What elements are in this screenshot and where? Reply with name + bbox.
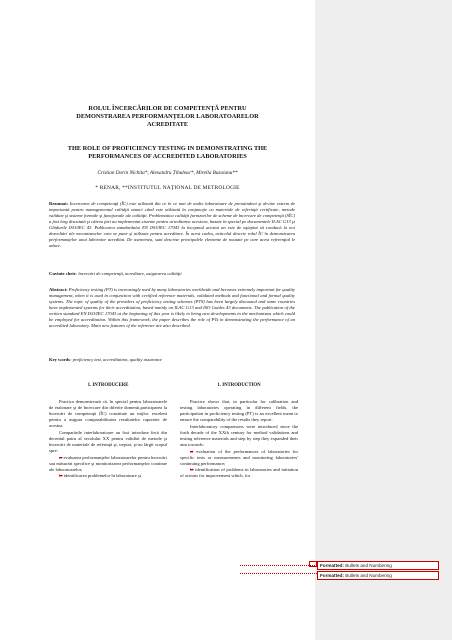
intro-ro-p1: Practica demonstrează că, în special pentru laboratoarele de etalonare şi de încercare din diferite domenii,participarea la încercări de competenţă (ÎC) constituie un mijloc excelent pentru a asigura comparabilitatea rezultatelor raportate de acestea.	[49, 399, 167, 428]
title-ro-line-3: ACREDITATE	[146, 121, 189, 128]
comment-margin-pane	[315, 0, 452, 640]
tracked-change-en-a[interactable]: ai	[190, 449, 194, 454]
intro-heading-en: 1. INTRODUCTION	[217, 383, 261, 388]
title-ro-line-2: DEMONSTRAREA PERFORMANŢELOR LABORATOARELOR	[76, 113, 259, 120]
keywords-label: Key words	[49, 357, 71, 362]
balloon-2-value: Bullets and Numbering	[344, 573, 392, 578]
change-marker-1	[309, 561, 317, 567]
rezumat-label: Rezumat:	[49, 201, 69, 206]
comment-connector-1	[240, 565, 317, 566]
intro-en-p2: Interlaboratory comparisons were introduced since the forth decade of the XXth century for method validations and testing reference materials and step by step they expanded their aim towards:	[180, 424, 298, 447]
cuvinte-label: Cuvinte cheie	[49, 271, 76, 276]
intro-heading-ro: 1. INTRODUCERE	[87, 383, 129, 388]
intro-en-li1-text: evaluation of the performances of laboratories for specific tests or measurements and monitoring laboratories' continuing performance;	[180, 449, 298, 466]
tracked-change-a[interactable]: ai	[59, 455, 63, 460]
intro-en-p1: Practice shows that, in particular for calibration and testing laboratories operating in different fields, the participation in proficiency testing (PT) is an excellent mean to ensure the comparability of the results they report.	[180, 399, 298, 422]
authors: Cristian Dorin Nichita*, Alexandru Țibuleac*, Mirella Buzoianu**	[97, 170, 238, 176]
rezumat-paragraph	[49, 201, 295, 249]
title-romanian	[20, 105, 315, 129]
intro-en-list-item-a	[180, 449, 298, 467]
abstract-text: Proficiency testing (PT) is increasingly used by many laboratories worldwide and becomes extremely important for quality management, when it is used in conjunction with certified reference materials, validated methods and functional and formal quality systems. The topic of quality of the providers of proficiency testing schemes (PTS) has been largely discussed and some countries have implemented systems for their accreditation, based mainly on ILAC G13 and ISO Guides 43 documents. The publication of the written standard EN ISO/IEC 17043 at the beginning of this year is likely to bring new developments in the mechanisms which could be employed for accreditation. Within this framework, the paper describes the role of PTs in demonstrating the performance of an accredited laboratory. Main new features of the reference are also described.	[49, 287, 295, 328]
intro-ro-list-item-a	[49, 455, 167, 473]
cuvinte-cheie	[49, 271, 295, 277]
keywords	[49, 357, 295, 363]
left-column-ro	[49, 383, 167, 479]
title-ro-line-1: ROLUL ÎNCERCĂRILOR DE COMPETENŢĂ PENTRU	[88, 105, 247, 112]
title-english	[20, 145, 315, 161]
comment-balloon-formatted-2[interactable]	[317, 571, 439, 580]
tracked-change-b[interactable]: bi	[59, 473, 63, 478]
intro-ro-list-item-b	[49, 473, 167, 479]
intro-ro-p2: Comparările interlaboratoare au fost introduse încă din deceniul patru al secolului XX pentru validări de metode şi încercări de materiale de referinţă şi, treptat, şi-au lărgit scopul spre:	[49, 430, 167, 453]
abstract-label: Abstract:	[49, 287, 68, 292]
right-column-en	[180, 383, 298, 479]
keywords-text: : proficiency test, accreditation, quality assurance	[70, 357, 163, 362]
title-en-line-2: PERFORMANCES OF ACCREDITED LABORATORIES	[88, 153, 247, 160]
comment-balloon-formatted-1[interactable]	[317, 561, 439, 570]
abstract-paragraph	[49, 287, 295, 329]
title-en-line-1: THE ROLE OF PROFICIENCY TESTING IN DEMONSTRATING THE	[67, 145, 268, 152]
affiliation: * RENAR, **INSTITUTUL NAŢIONAL DE METROLOGIE	[95, 185, 240, 191]
balloon-2-label: Formatted:	[320, 573, 344, 578]
tracked-change-en-b[interactable]: bi	[190, 467, 194, 472]
intro-ro-li2-text: identificarea problemelor în laboratoare şi	[62, 473, 142, 478]
balloon-1-label: Formatted:	[320, 563, 344, 568]
rezumat-text: Incercarea de competenţă (ÎC) este utilizată din ce în ce mai de multe laboratoare de pretutindeni şi devine extrem de importantă pentru managementul calităţii atunci când este utilizată în conjuncţie cu materiale de referinţă certificate, metode validate şi sisteme formale şi funcţionale ale calităţii. Problematica calităţii furnizorilor de scheme de încercare de competenţă (SÎC) a fost larg discutată şi câteva ţări au implementat sisteme pentru acreditarea acestora, bazate în special pe documentele ILAC G13 şi Ghidurile ISO/IEC 43. Publicarea standardului EN ISO/IEC 17043 la începutul acestui an este de aşteptat să conducă la noi dezvoltări ale mecanismelor care se pune şi utilizate pentru acreditare. În acest cadru, articolul descrie rolul ÎC în demonstrarea performanţelor unui laborator acreditat. De asemenea, sunt descrise principalele elemente de noutate pe care acest referenţial le aduce.	[49, 201, 295, 248]
comment-connector-2	[240, 573, 317, 574]
intro-en-list-item-b	[180, 467, 298, 479]
balloon-1-value: Bullets and Numbering	[344, 563, 392, 568]
intro-ro-li1-text: evaluarea performanţelor laboratoarelor pentru încercări sau măsurări specifice şi monitorizarea performanţelor continue ale laboratoarelor;	[49, 455, 167, 472]
cuvinte-text: : încercări de competenţă, acreditare, asigurarea calităţii	[75, 271, 182, 276]
intro-en-li2-text: identification of problems in laboratories and initiation of actions for improvement which, for	[180, 467, 298, 478]
